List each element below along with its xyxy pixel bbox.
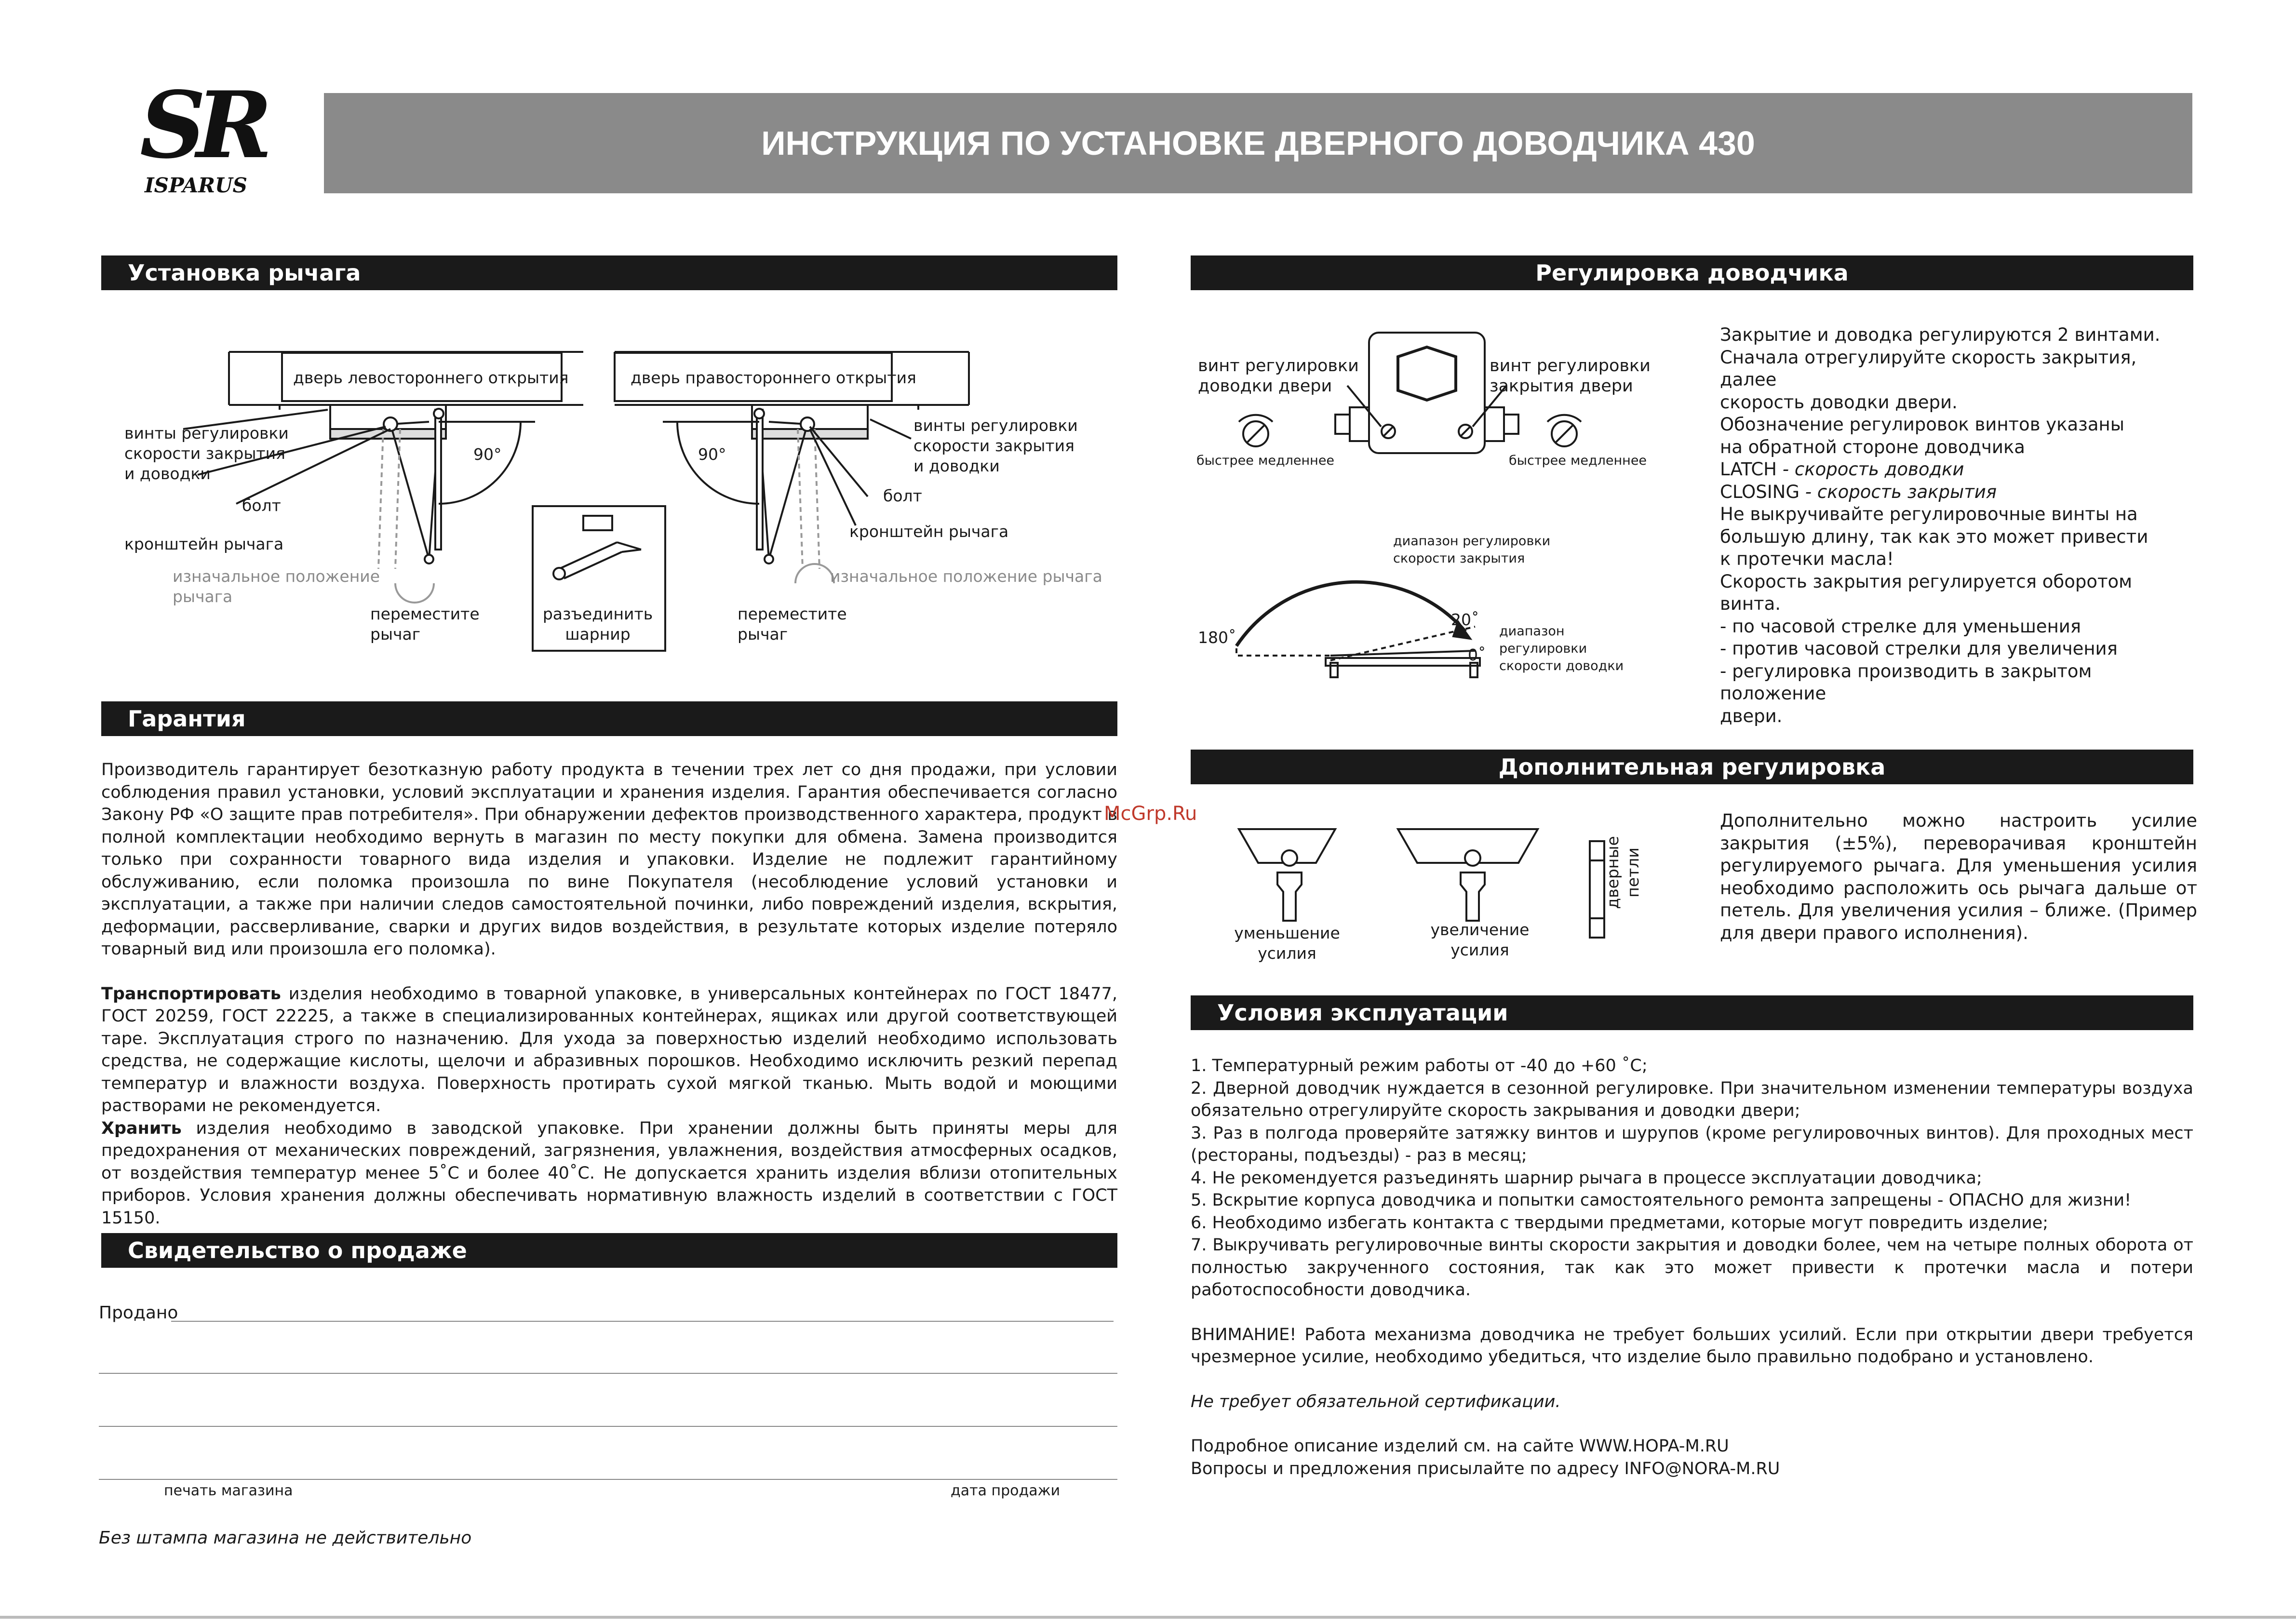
logo-subtext: ISPARUS [145, 174, 247, 197]
close-range-label: диапазон регулировки скорости закрытия [1393, 534, 1551, 566]
move-lever-label-left: переместите рычаг [370, 604, 480, 644]
stamp-note: Без штампа магазина не действительно [99, 1528, 472, 1548]
watermark: McGrp.Ru [1104, 803, 1197, 825]
initial-pos-label-right: изначальное положение рычага [830, 567, 1102, 586]
screws-label-right: винты регулировки скорости закрытия и доводки [913, 416, 1078, 475]
increase-force-label: увеличение усилия [1430, 920, 1530, 959]
blank-line-1 [99, 1373, 1117, 1374]
bolt-label-left: болт [242, 496, 281, 515]
section-heading-conditions: Условия эксплуатации [1191, 995, 2193, 1030]
condition-item: 7. Выкручивать регулировочные винты скорости закрытия и доводки более, чем на четыре полных оборота от полностью закрученного состояния, так как это может привести к протечки масла и потери работоспособности доводчика. [1191, 1235, 2193, 1300]
right-door-label: дверь правостороннего открытия [631, 368, 916, 387]
condition-item: 1. Температурный режим работы от -40 до +60 ˚C; [1191, 1056, 1648, 1075]
website-note: Подробное описание изделий см. на сайте WWW.HOPA-M.RU [1191, 1436, 1729, 1456]
blank-line-3 [99, 1479, 1117, 1480]
door-hinges-label: дверные петли [1603, 836, 1642, 909]
deg-20-label: 20˚ [1451, 610, 1479, 629]
warranty-text [101, 759, 1117, 1229]
extra-text: Дополнительно можно настроить усилие закрытия (±5%), переворачивая кронштейн регулируемого рычага. Для уменьшения усилия необходимо расположить ось рычага дальше от петель. Для увеличения усилия – ближе. (Пример для двери правого исполнения). [1720, 810, 2197, 943]
bolt-label-right: болт [883, 486, 922, 505]
sold-label: Продано [99, 1303, 178, 1323]
condition-item: 5. Вскрытие корпуса доводчика и попытки самостоятельного ремонта запрещены - ОПАСНО для жизни! [1191, 1191, 2132, 1210]
certification-note: Не требует обязательной сертификации. [1191, 1392, 1561, 1411]
adjust-text: Закрытие и доводка регулируются 2 винтами. Сначала отрегулируйте скорость закрытия, далее скорость доводки двери. Обозначение регулировок винтов указаны на обратной стороне доводчика LATCH - скорость доводки CLOSING - скорость закрытия Не выкручивайте регулировочные винты на большую длину, так как это может привести к протечки масла! Скорость закрытия регулируется оборотом винта. - по часовой стрелке для уменьшения - против часовой стрелки для увеличения - регулировка производить в закрытом положение двери. [1720, 324, 2161, 726]
brand-logo [140, 71, 263, 212]
move-lever-label-right: переместите рычаг [738, 604, 847, 644]
page-title: ИНСТРУКЦИЯ ПО УСТАНОВКЕ ДВЕРНОГО ДОВОДЧИКА 430 [761, 124, 1755, 162]
latch-screw-label: винт регулировки доводки двери [1198, 356, 1359, 396]
transport-paragraph: Транспортировать изделия необходимо в товарной упаковке, в универсальных контейнерах по ГОСТ 18477, ГОСТ 20259, ГОСТ 22225, а также в специализированных контейнерах, ящиках или другой соответствующей таре. Эксплуатация строго по назначению. Для ухода за поверхностью изделий необходимо использовать средства, не содержащие кислоты, щелочи и абразивных порошков. Необходимо исключить резкий перепад температур и влажности воздуха. Поверхность протирать сухой мягкой тканью. Мыть водой и моющими растворами не рекомендуется. [101, 984, 1117, 1115]
stamp-label: печать магазина [164, 1482, 293, 1499]
condition-item: 2. Дверной доводчик нуждается в сезонной регулировке. При значительном изменении температуры воздуха обязательно отрегулируйте скорость закрывания и доводки двери; [1191, 1078, 2193, 1120]
slower-label-left: медленнее [1258, 453, 1335, 468]
blank-line-2 [99, 1426, 1117, 1427]
section-heading-adjust: Регулировка доводчика [1191, 255, 2193, 290]
logo-mark: SR [140, 71, 263, 179]
close-screw-label: винт регулировки закрытия двери [1490, 356, 1651, 396]
initial-pos-label-left: изначальное положение рычага [173, 567, 380, 606]
section-heading-lever: Установка рычага [101, 255, 1117, 290]
conditions-list [1191, 1055, 2193, 1480]
date-label: дата продажи [951, 1482, 1061, 1499]
latch-range-label: диапазон регулировки скорости доводки [1499, 624, 1624, 673]
decrease-force-label: уменьшение усилия [1234, 924, 1340, 963]
bracket-label-left: кронштейн рычага [124, 535, 284, 553]
faster-label-right: быстрее [1509, 453, 1566, 468]
screws-label-left: винты регулировки скорости закрытия и доводки [124, 424, 289, 483]
condition-item: 3. Раз в полгода проверяйте затяжку винтов и шурупов (кроме регулировочных винтов). Для проходных мест (рестораны, подъезды) - раз в месяц; [1191, 1123, 2193, 1165]
warranty-paragraph: Производитель гарантирует безотказную работу продукта в течении трех лет со дня продажи, при условии соблюдения правил установки, условий эксплуатации и хранения изделия. Гарантия обеспечивается согласно Закону РФ «О защите прав потребителя». При обнаружении дефектов производственного характера, продукт в полной комплектации необходимо вернуть в магазин по месту покупки для обмена. Замена производится только при сохранности товарного вида изделия и упаковки. Изделие не подлежит гарантийному обслуживанию, если поломка произошла по вине Покупателя (несоблюдение условий установки и эксплуатации, а также при наличии следов самостоятельной починки, либо повреждений изделия, вскрытия, деформации, рассверливание, сварки и других видов воздействия, в результате которых изделие потеряло товарный вид или произошла его поломка). [101, 760, 1117, 959]
left-door-label: дверь левостороннего открытия [293, 368, 569, 387]
section-heading-warranty: Гарантия [101, 701, 1117, 736]
angle-label-right: 90° [698, 445, 726, 464]
section-heading-sale: Свидетельство о продаже [101, 1233, 1117, 1268]
slower-label-right: медленнее [1571, 453, 1647, 468]
bracket-label-right: кронштейн рычага [849, 522, 1009, 541]
condition-item: 4. Не рекомендуется разъединять шарнир рычага в процессе эксплуатации доводчика; [1191, 1168, 1982, 1188]
deg-0-label: 0˚ [1468, 645, 1486, 664]
angle-label-left: 90° [473, 445, 502, 464]
condition-item: 6. Необходимо избегать контакта с твердыми предметами, которые могут повредить изделие; [1191, 1213, 2049, 1233]
faster-label-left: быстрее [1196, 453, 1254, 468]
email-note: Вопросы и предложения присылайте по адресу INFO@NORA-M.RU [1191, 1459, 1780, 1478]
attention-note: ВНИМАНИЕ! Работа механизма доводчика не требует больших усилий. Если при открытии двери требуется чрезмерное усилие, необходимо убедиться, что изделие было правильно подобрано и установлено. [1191, 1325, 2193, 1367]
storage-paragraph: Хранить изделия необходимо в заводской упаковке. При хранении должны быть приняты меры для предохранения от механических повреждений, загрязнения, увлажнения, воздействия атмосферных осадков, от воздействия температур менее 5˚C и более 40˚C. Не допускается хранить изделия вблизи отопительных приборов. Условия хранения должны обеспечивать нормативную влажность изделий в соответствии с ГОСТ 15150. [101, 1118, 1117, 1228]
sold-line [171, 1321, 1114, 1322]
section-heading-extra: Дополнительная регулировка [1191, 750, 2193, 784]
deg-180-label: 180˚ [1198, 628, 1236, 647]
bottom-rule [0, 1616, 2296, 1619]
disconnect-hinge-label: разъединить шарнир [542, 604, 653, 644]
